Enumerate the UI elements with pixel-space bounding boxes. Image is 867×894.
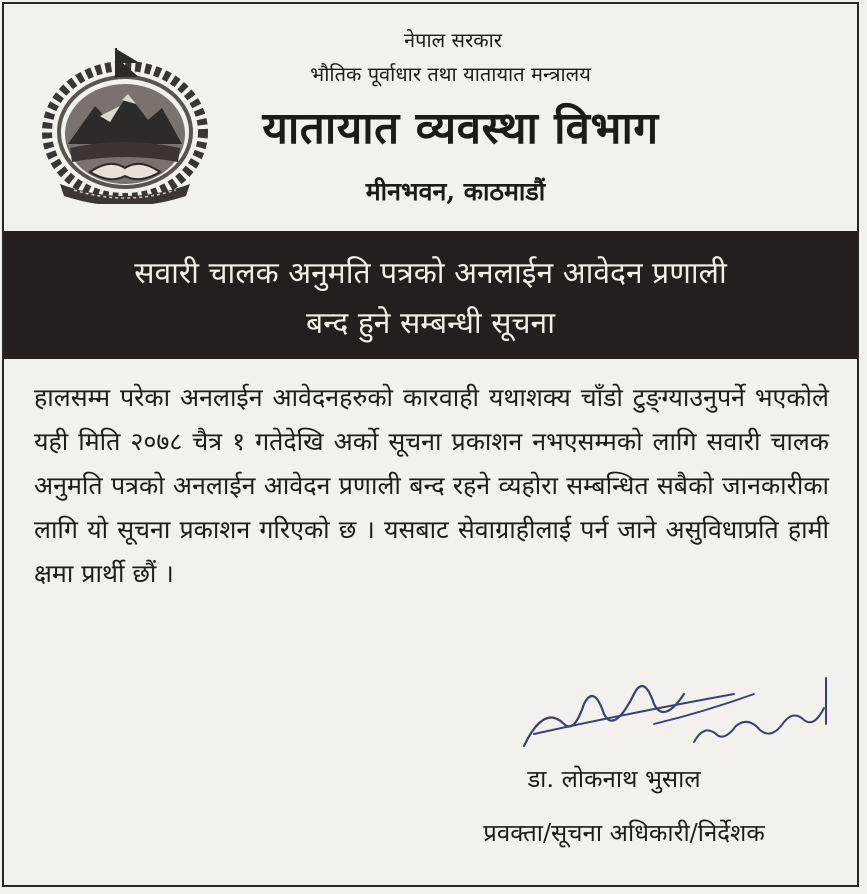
signatory-title: प्रवक्ता/सूचना अधिकारी/निर्देशक	[483, 819, 765, 847]
notice-sheet	[2, 2, 859, 887]
office-location: मीनभवन, काठमाडौं	[365, 177, 546, 206]
notice-title-banner	[4, 231, 857, 359]
government-name: नेपाल सरकार	[404, 28, 502, 52]
handwritten-signature-icon	[504, 664, 844, 764]
notice-body: हालसम्म परेका अनलाईन आवेदनहरुको कारवाही यथाशक्य चाँडो टुङ्ग्याउनुपर्ने भएकोले यही मिति २०७८ चैत्र १ गतेदेखि अर्को सूचना प्रकाशन नभएसम्मको लागि सवारी चालक अनुमति पत्रको अनलाईन आवेदन प्रणाली बन्द रहने व्यहोरा सम्बन्धित सबैको जानकारीका लागि यो सूचना प्रकाशन गरिएको छ । यसबाट सेवाग्राहीलाई पर्न जाने असुविधाप्रति हामी क्षमा प्रार्थी छौं ।	[34, 383, 829, 588]
ministry-name: भौतिक पूर्वाधार तथा यातायात मन्त्रालय	[310, 62, 591, 86]
department-name: यातायात व्यवस्था विभाग	[262, 103, 659, 154]
notice-title-line1: सवारी चालक अनुमति पत्रको अनलाईन आवेदन प्रणाली	[134, 256, 727, 291]
notice-title-line2: बन्द हुने सम्बन्धी सूचना	[306, 306, 555, 341]
signatory-name: डा. लोकनाथ भुसाल	[527, 765, 701, 793]
